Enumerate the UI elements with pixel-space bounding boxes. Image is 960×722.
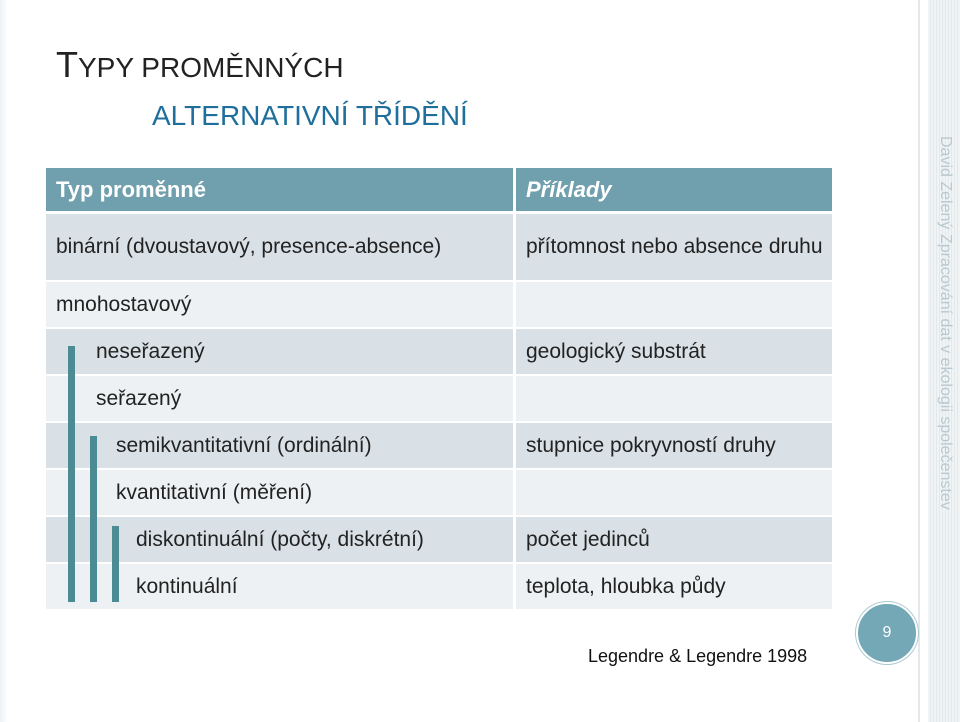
header-examples: Příklady	[516, 168, 832, 214]
cell-type: diskontinuální (počty, diskrétní)	[46, 517, 516, 564]
cell-example: přítomnost nebo absence druhu	[516, 214, 832, 282]
table-row	[46, 470, 832, 517]
slide-subtitle: ALTERNATIVNÍ TŘÍDĚNÍ	[152, 100, 468, 131]
cell-example	[516, 282, 832, 329]
cell-type: semikvantitativní (ordinální)	[46, 423, 516, 470]
table-row	[46, 376, 832, 423]
hierarchy-bar-level-2	[90, 436, 97, 602]
right-divider	[918, 0, 920, 722]
sidebar-text	[932, 136, 958, 510]
cell-example	[516, 470, 832, 517]
cell-type: mnohostavový	[46, 282, 516, 329]
table-row	[46, 329, 832, 376]
table-row	[46, 282, 832, 329]
cell-type: kontinuální	[46, 564, 516, 611]
header-variable-type: Typ proměnné	[46, 168, 516, 214]
table-row	[46, 214, 832, 282]
cell-type: binární (dvoustavový, presence-absence)	[46, 214, 516, 282]
cell-type: neseřazený	[46, 329, 516, 376]
hierarchy-bar-level-3	[112, 526, 119, 602]
cell-type: seřazený	[46, 376, 516, 423]
cell-type: kvantitativní (měření)	[46, 470, 516, 517]
table-row	[46, 517, 832, 564]
sidebar-author: David Zelený	[937, 136, 954, 230]
cell-example: geologický substrát	[516, 329, 832, 376]
table-row	[46, 423, 832, 470]
page-number-badge: 9	[856, 602, 918, 664]
hierarchy-bar-level-1	[68, 346, 75, 602]
sidebar-course: Zpracování dat v ekologii společenstev	[937, 233, 954, 510]
cell-example: stupnice pokryvností druhy	[516, 423, 832, 470]
cell-example: teplota, hloubka půdy	[516, 564, 832, 611]
title-rest: YPY PROMĚNNÝCH	[78, 52, 344, 83]
title-first-letter: T	[56, 44, 78, 85]
cell-example	[516, 376, 832, 423]
citation: Legendre & Legendre 1998	[588, 646, 808, 666]
slide-title	[56, 44, 344, 86]
table-row	[46, 564, 832, 611]
cell-example: počet jedinců	[516, 517, 832, 564]
left-edge-decoration	[0, 0, 8, 722]
variable-types-table	[46, 168, 832, 611]
table-header-row	[46, 168, 832, 214]
